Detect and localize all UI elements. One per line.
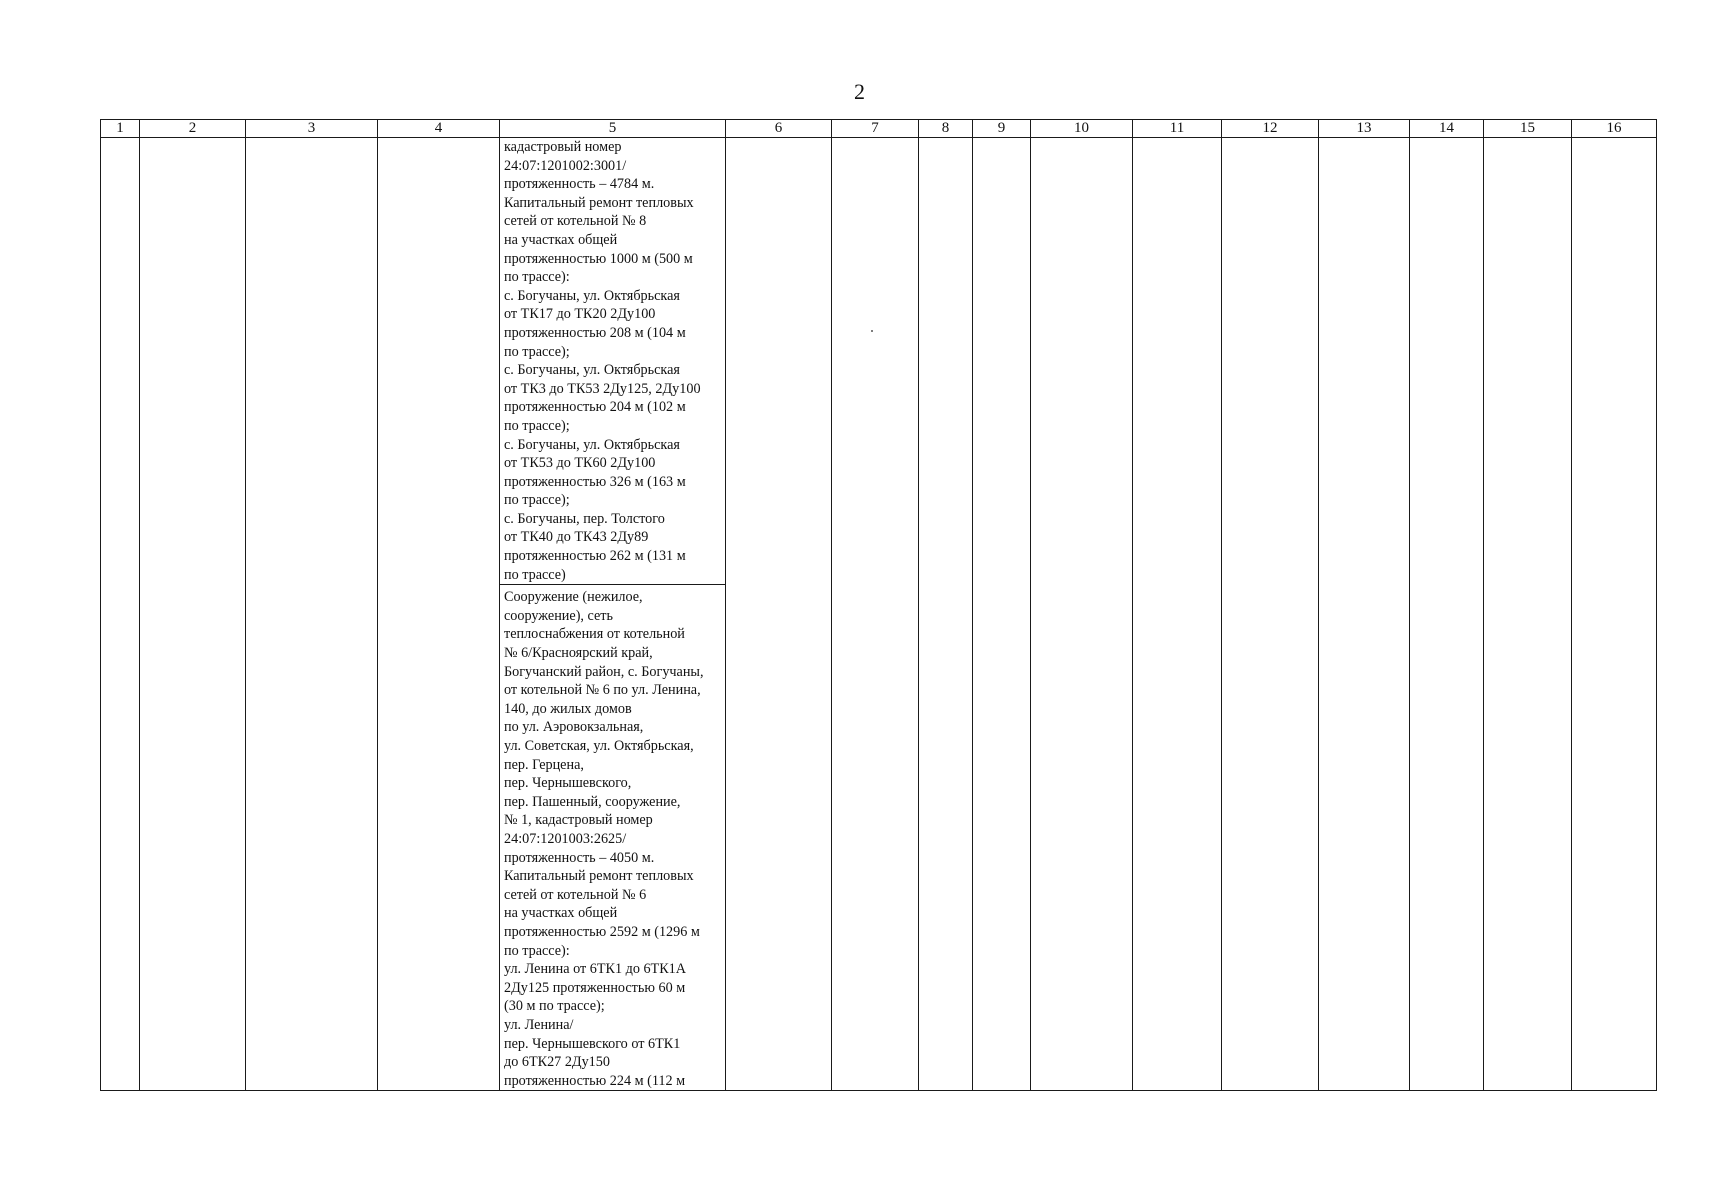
description-line: пер. Чернышевского от 6ТК1: [504, 1035, 681, 1052]
description-line: по трассе):: [504, 269, 570, 286]
description-line: по трассе):: [504, 942, 570, 959]
description-line: 24:07:1201002:3001/: [504, 157, 627, 174]
table-row: [101, 138, 1657, 1091]
description-line: протяженностью 204 м (102 м: [504, 399, 686, 416]
column-header: 4: [378, 120, 500, 138]
column-header: 8: [919, 120, 973, 138]
description-cell: [500, 138, 726, 1091]
description-line: протяженностью 224 м (112 м: [504, 1072, 686, 1089]
description-line: пер. Пашенный, сооружение,: [504, 793, 681, 810]
description-line: ул. Ленина от 6ТК1 до 6ТК1А: [504, 961, 687, 978]
table-cell: [832, 138, 919, 1091]
description-line: от ТК53 до ТК60 2Ду100: [504, 455, 656, 472]
description-line: протяженность – 4050 м.: [504, 849, 655, 866]
table-cell: [101, 138, 140, 1091]
description-line: Сооружение (нежилое,: [504, 589, 643, 606]
scan-speck: [871, 330, 873, 332]
description-line: протяженность – 4784 м.: [504, 176, 655, 193]
column-header: 12: [1222, 120, 1319, 138]
description-line: по трассе);: [504, 343, 570, 360]
description-line: протяженностью 208 м (104 м: [504, 324, 686, 341]
column-header: 15: [1484, 120, 1572, 138]
table-cell: [919, 138, 973, 1091]
table-cell: [140, 138, 246, 1091]
table-cell: [1572, 138, 1657, 1091]
column-header: 5: [500, 120, 726, 138]
description-line: кадастровый номер: [504, 139, 622, 155]
column-header: 10: [1031, 120, 1133, 138]
description-line: на участках общей: [504, 231, 618, 248]
description-line: протяженностью 1000 м (500 м: [504, 250, 693, 267]
description-line: Капитальный ремонт тепловых: [504, 194, 694, 211]
column-header: 14: [1410, 120, 1484, 138]
description-line: 24:07:1201003:2625/: [504, 830, 627, 847]
description-line: по трассе): [504, 566, 566, 583]
description-line: ул. Ленина/: [504, 1016, 574, 1033]
description-line: № 1, кадастровый номер: [504, 812, 653, 829]
description-line: пер. Герцена,: [504, 756, 584, 773]
description-line: на участках общей: [504, 905, 618, 922]
description-line: по трассе);: [504, 417, 570, 434]
table-cell: [1222, 138, 1319, 1091]
column-header: 11: [1133, 120, 1222, 138]
description-line: Капитальный ремонт тепловых: [504, 868, 694, 885]
description-line: сооружение), сеть: [504, 607, 613, 624]
description-line: (30 м по трассе);: [504, 998, 605, 1015]
description-line: по ул. Аэровокзальная,: [504, 719, 644, 736]
description-blocks: [500, 138, 725, 1090]
description-line: с. Богучаны, ул. Октябрьская: [504, 436, 680, 453]
description-line: до 6ТК27 2Ду150: [504, 1054, 610, 1071]
column-header: 9: [973, 120, 1031, 138]
description-line: Богучанский район, с. Богучаны,: [504, 663, 704, 680]
description-line: с. Богучаны, пер. Толстого: [504, 510, 665, 527]
table-cell: [973, 138, 1031, 1091]
description-block: [500, 584, 725, 1090]
column-header: 7: [832, 120, 919, 138]
column-header: 2: [140, 120, 246, 138]
description-line: от ТК17 до ТК20 2Ду100: [504, 306, 656, 323]
column-header: 13: [1319, 120, 1410, 138]
header-row: [101, 120, 1657, 138]
description-line: от ТК3 до ТК53 2Ду125, 2Ду100: [504, 380, 701, 397]
description-line: протяженностью 2592 м (1296 м: [504, 923, 700, 940]
description-line: сетей от котельной № 8: [504, 213, 647, 230]
page-number: 2: [854, 79, 865, 104]
description-line: от ТК40 до ТК43 2Ду89: [504, 529, 649, 546]
table-cell: [726, 138, 832, 1091]
description-line: 140, до жилых домов: [504, 700, 632, 717]
description-line: сетей от котельной № 6: [504, 886, 647, 903]
column-header: 16: [1572, 120, 1657, 138]
description-line: по трассе);: [504, 492, 570, 509]
description-line: протяженностью 326 м (163 м: [504, 473, 686, 490]
description-line: пер. Чернышевского,: [504, 775, 632, 792]
description-line: 2Ду125 протяженностью 60 м: [504, 979, 686, 996]
table-cell: [1031, 138, 1133, 1091]
column-header: 6: [726, 120, 832, 138]
table-cell: [246, 138, 378, 1091]
table-cell: [1484, 138, 1572, 1091]
description-line: протяженностью 262 м (131 м: [504, 548, 686, 565]
description-line: с. Богучаны, ул. Октябрьская: [504, 287, 680, 304]
table-cell: [1410, 138, 1484, 1091]
description-line: № 6/Красноярский край,: [504, 645, 653, 662]
table-cell: [1319, 138, 1410, 1091]
column-header: 1: [101, 120, 140, 138]
description-line: от котельной № 6 по ул. Ленина,: [504, 682, 701, 699]
table-cell: [1133, 138, 1222, 1091]
description-line: теплоснабжения от котельной: [504, 626, 685, 643]
table-cell: [378, 138, 500, 1091]
description-line: ул. Советская, ул. Октябрьская,: [504, 738, 694, 754]
description-block: [500, 138, 725, 584]
column-header: 3: [246, 120, 378, 138]
document-table: [100, 119, 1657, 1091]
description-line: с. Богучаны, ул. Октябрьская: [504, 362, 680, 379]
